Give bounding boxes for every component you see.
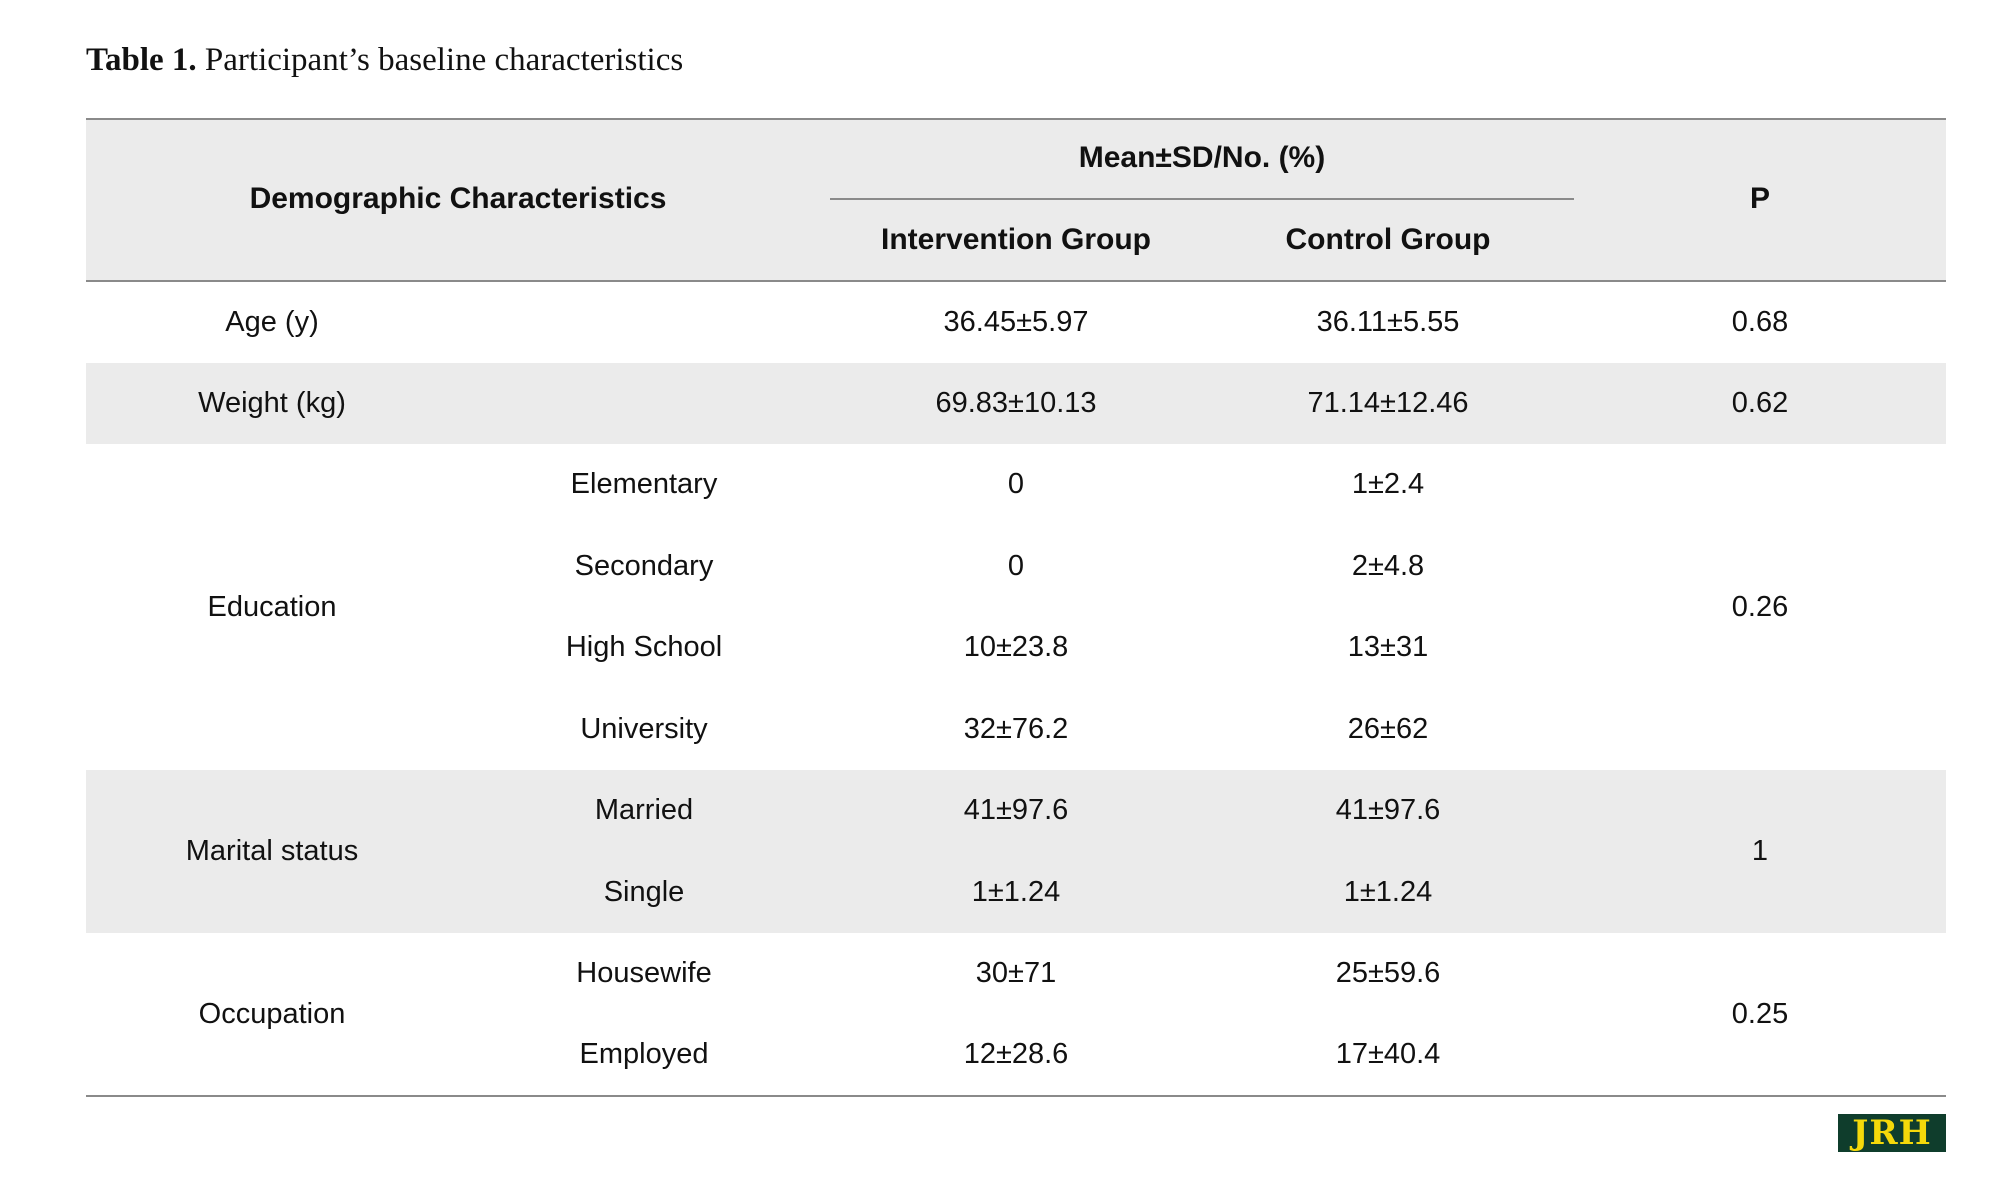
row-label-weight: Weight (kg) [198,387,346,419]
marital-sub-label: Single [603,876,685,908]
col-header-characteristics: Demographic Characteristics [249,182,667,215]
education-sub-label: Secondary [574,550,714,582]
education-intervention: 10±23.8 [963,631,1069,663]
jrh-logo: JRH [1838,1114,1946,1152]
weight-control: 71.14±12.46 [1307,387,1469,419]
marital-control: 1±1.24 [1343,876,1433,908]
education-control: 1±2.4 [1351,468,1425,500]
occupation-intervention: 30±71 [975,957,1057,989]
marital-sub-label: Married [594,794,694,826]
caption-label: Table 1. [86,42,197,78]
col-header-p: P [1749,182,1770,215]
table-bottom-rule [86,1095,1946,1097]
col-header-group: Mean±SD/No. (%) [1078,141,1326,174]
education-p: 0.26 [1731,590,1789,623]
education-intervention: 0 [1007,468,1025,500]
occupation-control: 17±40.4 [1335,1038,1441,1070]
education-control: 13±31 [1347,631,1429,663]
occupation-intervention: 12±28.6 [963,1038,1069,1070]
row-label-marital-status: Marital status [185,835,359,867]
occupation-control: 25±59.6 [1335,957,1441,989]
weight-p: 0.62 [1731,387,1789,419]
occupation-sub-label: Employed [579,1038,709,1070]
table-caption [86,42,683,79]
marital-p: 1 [1751,835,1769,867]
row-label-education: Education [207,590,337,623]
education-sub-label: University [580,713,708,745]
age-control: 36.11±5.55 [1316,306,1460,338]
age-intervention: 36.45±5.97 [943,306,1089,338]
col-header-control: Control Group [1285,223,1491,256]
caption-text: Participant’s baseline characteristics [204,42,684,78]
occupation-sub-label: Housewife [576,957,712,989]
baseline-characteristics-table [86,118,1946,1098]
education-sub-label: High School [565,631,723,663]
col-header-intervention: Intervention Group [881,223,1151,256]
row-label-age: Age (y) [225,306,319,338]
marital-intervention: 41±97.6 [963,794,1069,826]
marital-intervention: 1±1.24 [971,876,1061,908]
occupation-p: 0.25 [1731,998,1789,1030]
education-intervention: 32±76.2 [963,713,1069,745]
age-p: 0.68 [1731,306,1789,338]
education-control: 26±62 [1347,713,1429,745]
education-intervention: 0 [1007,550,1025,582]
marital-control: 41±97.6 [1335,794,1441,826]
row-label-occupation: Occupation [198,998,346,1030]
education-sub-label: Elementary [570,468,718,500]
education-control: 2±4.8 [1351,550,1425,582]
weight-intervention: 69.83±10.13 [935,387,1097,419]
